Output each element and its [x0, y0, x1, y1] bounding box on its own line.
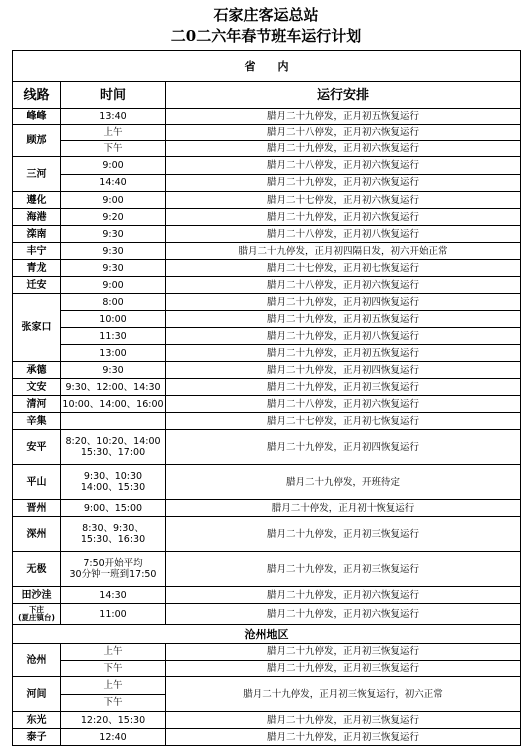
- time-cell: 14:30: [61, 587, 166, 604]
- table-row: [13, 396, 521, 413]
- route-name: 下庄 (夏庄镇台): [13, 604, 61, 625]
- schedule-cell: 腊月二十九停发，正月初三恢复运行: [166, 660, 521, 677]
- route-name: 遵化: [13, 192, 61, 209]
- header-row: [13, 82, 521, 109]
- table-row: [13, 328, 521, 345]
- route-name: 承德: [13, 362, 61, 379]
- time-cell: 上午: [61, 125, 166, 141]
- table-row: [13, 552, 521, 587]
- route-name: 顾邡: [13, 125, 61, 157]
- table-row: [13, 243, 521, 260]
- schedule-cell: 腊月二十九停发，正月初六恢复运行: [166, 174, 521, 192]
- header-line: 线路: [13, 82, 61, 109]
- table-row: [13, 587, 521, 604]
- schedule-cell: 腊月二十八停发，正月初六恢复运行: [166, 396, 521, 413]
- time-cell: 11:00: [61, 604, 166, 625]
- schedule-cell: 腊月二十九停发，正月初四恢复运行: [166, 362, 521, 379]
- header-schedule: 运行安排: [166, 82, 521, 109]
- section-title: 沧州地区: [13, 625, 521, 644]
- route-name: 峰峰: [13, 109, 61, 125]
- table-row: [13, 311, 521, 328]
- schedule-table: [12, 50, 521, 746]
- table-row: [13, 277, 521, 294]
- schedule-cell: 腊月二十七停发，正月初七恢复运行: [166, 413, 521, 430]
- schedule-cell: 腊月二十九停发，正月初三恢复运行，初六正常: [166, 677, 521, 712]
- table-row: [13, 109, 521, 125]
- schedule-cell: 腊月二十九停发，正月初三恢复运行: [166, 644, 521, 661]
- time-cell: 9:00: [61, 277, 166, 294]
- schedule-cell: 腊月二十九停发，正月初六恢复运行: [166, 604, 521, 625]
- table-row: [13, 379, 521, 396]
- schedule-cell: 腊月二十九停发，正月初五恢复运行: [166, 311, 521, 328]
- route-name: 辛集: [13, 413, 61, 430]
- route-name: 安平: [13, 430, 61, 465]
- time-cell: 7:50开始平均 30分钟一班到17:50: [61, 552, 166, 587]
- time-cell: 8:30、9:30、 15:30、16:30: [61, 517, 166, 552]
- route-name: 青龙: [13, 260, 61, 277]
- time-cell: 9:30: [61, 260, 166, 277]
- schedule-cell: 腊月二十九停发，正月初四恢复运行: [166, 430, 521, 465]
- route-name: 平山: [13, 465, 61, 500]
- table-row: [13, 226, 521, 243]
- schedule-cell: 腊月二十七停发，正月初七恢复运行: [166, 260, 521, 277]
- time-cell: 上午: [61, 677, 166, 695]
- schedule-cell: 腊月二十九停发，正月初三恢复运行: [166, 712, 521, 729]
- route-name: 张家口: [13, 294, 61, 362]
- page-title: 石家庄客运总站: [213, 6, 319, 24]
- route-name: 三河: [13, 157, 61, 192]
- table-row: [13, 192, 521, 209]
- schedule-cell: 腊月二十九停发，开班待定: [166, 465, 521, 500]
- time-cell: 下午: [61, 694, 166, 712]
- time-cell: 9:20: [61, 209, 166, 226]
- time-cell: 14:40: [61, 174, 166, 192]
- time-cell: 9:30: [61, 243, 166, 260]
- schedule-cell: 腊月二十九停发，正月初六恢复运行: [166, 209, 521, 226]
- time-cell: 9:30: [61, 226, 166, 243]
- table-row: [13, 157, 521, 175]
- table-row: [13, 604, 521, 625]
- table-row: [13, 500, 521, 517]
- time-cell: 9:30、10:30 14:00、15:30: [61, 465, 166, 500]
- table-row: [13, 209, 521, 226]
- time-cell: 12:40: [61, 729, 166, 746]
- table-row: [13, 125, 521, 141]
- table-row: [13, 712, 521, 729]
- route-name: 深州: [13, 517, 61, 552]
- route-name: 文安: [13, 379, 61, 396]
- schedule-cell: 腊月二十九停发，正月初三恢复运行: [166, 729, 521, 746]
- schedule-cell: 腊月二十九停发，正月初五恢复运行: [166, 345, 521, 362]
- route-name: 河间: [13, 677, 61, 712]
- time-cell: 9:00、15:00: [61, 500, 166, 517]
- schedule-cell: 腊月二十八停发，正月初八恢复运行: [166, 226, 521, 243]
- route-name: 迁安: [13, 277, 61, 294]
- time-cell: 8:20、10:20、14:00 15:30、17:00: [61, 430, 166, 465]
- table-row: [13, 362, 521, 379]
- section-title: 省 内: [13, 51, 521, 82]
- route-name: 滦南: [13, 226, 61, 243]
- section-row: [13, 625, 521, 644]
- schedule-cell: 腊月二十八停发，正月初六恢复运行: [166, 157, 521, 175]
- time-cell: 8:00: [61, 294, 166, 311]
- time-cell: 下午: [61, 141, 166, 157]
- schedule-cell: 腊月二十九停发，正月初八恢复运行: [166, 328, 521, 345]
- time-cell: 12:20、15:30: [61, 712, 166, 729]
- schedule-cell: 腊月二十八停发，正月初六恢复运行: [166, 125, 521, 141]
- schedule-cell: 腊月二十九停发，正月初三恢复运行: [166, 552, 521, 587]
- route-name: 晋州: [13, 500, 61, 517]
- time-cell: 9:30: [61, 362, 166, 379]
- time-cell: 10:00、14:00、16:00: [61, 396, 166, 413]
- route-name: 沧州: [13, 644, 61, 677]
- table-row: [13, 677, 521, 695]
- schedule-cell: 腊月二十九停发，正月初三恢复运行: [166, 379, 521, 396]
- table-row: [13, 141, 521, 157]
- time-cell: [61, 413, 166, 430]
- header-time: 时间: [61, 82, 166, 109]
- time-cell: 11:30: [61, 328, 166, 345]
- time-cell: 9:00: [61, 157, 166, 175]
- route-name: 清河: [13, 396, 61, 413]
- schedule-cell: 腊月二十九停发，正月初五恢复运行: [166, 109, 521, 125]
- route-name: 海港: [13, 209, 61, 226]
- time-cell: 10:00: [61, 311, 166, 328]
- time-cell: 下午: [61, 660, 166, 677]
- time-cell: 9:30、12:00、14:30: [61, 379, 166, 396]
- page-subtitle: 二0二六年春节班车运行计划: [170, 27, 362, 45]
- time-cell: 13:40: [61, 109, 166, 125]
- schedule-cell: 腊月二十九停发，正月初六恢复运行: [166, 587, 521, 604]
- table-row: [13, 465, 521, 500]
- section-row: [13, 51, 521, 82]
- schedule-cell: 腊月二十九停发，正月初三恢复运行: [166, 517, 521, 552]
- schedule-cell: 腊月二十九停发，正月初六恢复运行: [166, 141, 521, 157]
- route-name: 田沙洼: [13, 587, 61, 604]
- time-cell: 13:00: [61, 345, 166, 362]
- table-row: [13, 174, 521, 192]
- table-row: [13, 345, 521, 362]
- table-row: [13, 430, 521, 465]
- table-row: [13, 294, 521, 311]
- schedule-cell: 腊月二十九停发，正月初四恢复运行: [166, 294, 521, 311]
- table-row: [13, 517, 521, 552]
- route-name: 泰子: [13, 729, 61, 746]
- schedule-cell: 腊月二十九停发，正月初四隔日发，初六开始正常: [166, 243, 521, 260]
- route-name: 无极: [13, 552, 61, 587]
- table-row: [13, 644, 521, 661]
- schedule-cell: 腊月二十停发，正月初十恢复运行: [166, 500, 521, 517]
- table-row: [13, 729, 521, 746]
- schedule-cell: 腊月二十八停发，正月初六恢复运行: [166, 277, 521, 294]
- schedule-cell: 腊月二十七停发，正月初六恢复运行: [166, 192, 521, 209]
- time-cell: 上午: [61, 644, 166, 661]
- table-row: [13, 660, 521, 677]
- route-name: 东光: [13, 712, 61, 729]
- table-row: [13, 260, 521, 277]
- table-row: [13, 413, 521, 430]
- route-name: 丰宁: [13, 243, 61, 260]
- time-cell: 9:00: [61, 192, 166, 209]
